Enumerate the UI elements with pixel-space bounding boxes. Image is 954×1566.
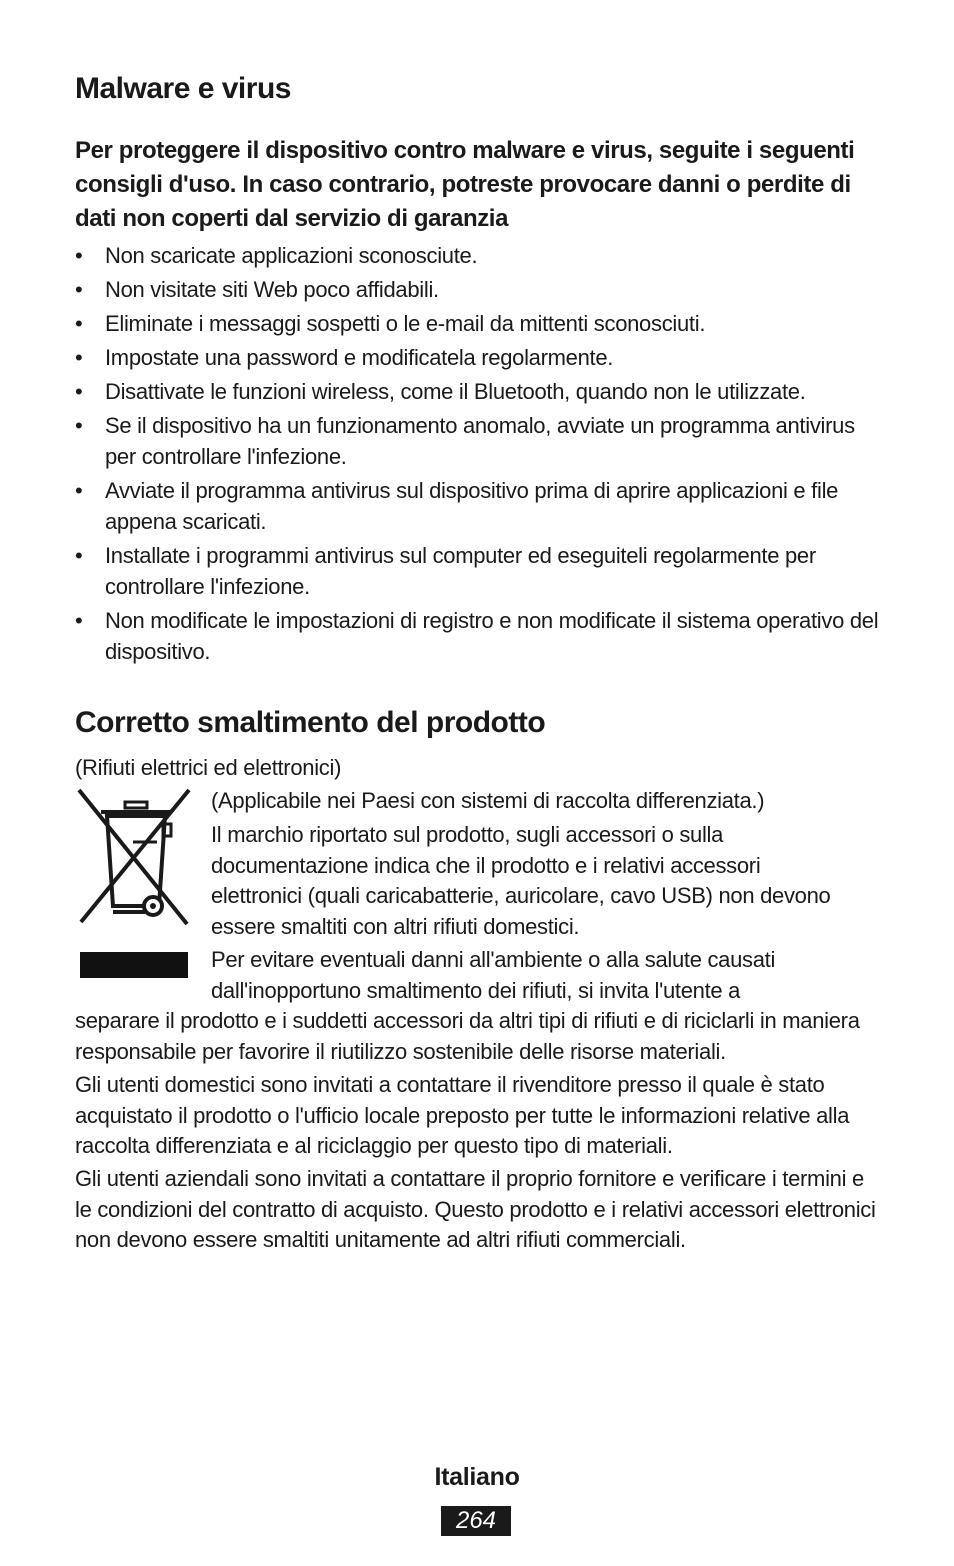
bullet-icon: • — [75, 345, 83, 370]
bullet-icon: • — [75, 478, 83, 503]
list-item-text: Non visitate siti Web poco affidabili. — [105, 277, 439, 302]
list-item-text: Impostate una password e modificatela regolarmente. — [105, 345, 614, 370]
list-item — [75, 475, 885, 537]
bullet-icon: • — [75, 311, 83, 336]
text-line: documentazione indica che il prodotto e i relativi accessori — [211, 852, 761, 878]
malware-tips-list — [75, 240, 885, 670]
list-item — [75, 274, 885, 305]
footer-language: Italiano — [434, 1463, 520, 1491]
disposal-applicable-line: (Applicabile nei Paesi con sistemi di raccolta differenziata.) — [211, 788, 765, 813]
section-title-disposal: Corretto smaltimento del prodotto — [75, 706, 546, 739]
list-item-text: Non scaricate applicazioni sconosciute. — [105, 243, 478, 268]
disposal-avoid-paragraph — [211, 945, 891, 1006]
malware-lead-paragraph: Per proteggere il dispositivo contro malware e virus, seguite i seguenti consigli d'uso. In caso contrario, potreste provocare danni o perdite di dati non coperti dal servizio di garanzia — [75, 137, 855, 232]
text-line: Per evitare eventuali danni all'ambiente o alla salute causati — [211, 947, 776, 972]
list-item — [75, 376, 885, 407]
page-number: 264 — [441, 1506, 511, 1536]
list-item-text: Non modificate le impostazioni di registro e non modificate il sistema operativo del dispositivo. — [105, 608, 879, 664]
home-users-paragraph: Gli utenti domestici sono invitati a contattare il rivenditore presso il quale è stato acquistato il prodotto o l'ufficio locale preposto per tutte le informazioni relative alla raccolta differenziata e al riciclaggio per questo tipo di materiali. — [75, 1072, 850, 1158]
bullet-icon: • — [75, 379, 83, 404]
business-users-paragraph: Gli utenti aziendali sono invitati a contattare il proprio fornitore e verificare i termini e le condizioni del contratto di acquisto. Questo prodotto e i relativi accessori elettronici non devono essere smaltiti unitamente ad altri rifiuti commerciali. — [75, 1166, 876, 1252]
text-line: essere smaltiti con altri rifiuti domestici. — [211, 913, 580, 939]
list-item — [75, 240, 885, 271]
list-item — [75, 540, 885, 602]
list-item-text: Eliminate i messaggi sospetti o le e-mail da mittenti sconosciuti. — [105, 311, 706, 336]
text-line: elettronici (quali caricabatterie, auricolare, cavo USB) non devono — [211, 883, 831, 908]
disposal-subtitle: (Rifiuti elettrici ed elettronici) — [75, 755, 342, 780]
disposal-avoid-paragraph-continued: separare il prodotto e i suddetti accessori da altri tipi di rifiuti e di riciclarli in maniera responsabile per favorire il riutilizzo sostenibile delle risorse materiali. — [75, 1008, 860, 1064]
crossed-out-wheeled-bin-icon — [75, 788, 193, 930]
list-item-text: Avviate il programma antivirus sul dispositivo prima di aprire applicazioni e file appena scaricati. — [105, 478, 839, 534]
bullet-icon: • — [75, 413, 83, 438]
list-item — [75, 308, 885, 339]
text-line: Il marchio riportato sul prodotto, sugli accessori o sulla — [211, 822, 724, 847]
bullet-icon: • — [75, 543, 83, 568]
list-item — [75, 342, 885, 373]
bullet-icon: • — [75, 277, 83, 302]
bullet-icon: • — [75, 243, 83, 268]
list-item — [75, 605, 885, 667]
weee-solid-bar — [80, 952, 188, 978]
disposal-mark-paragraph — [211, 820, 891, 942]
list-item — [75, 410, 885, 472]
text-line: dall'inopportuno smaltimento dei rifiuti, si invita l'utente a — [211, 977, 741, 1003]
list-item-text: Se il dispositivo ha un funzionamento anomalo, avviate un programma antivirus per controllare l'infezione. — [105, 413, 855, 469]
list-item-text: Installate i programmi antivirus sul computer ed eseguiteli regolarmente per controllare l'infezione. — [105, 543, 816, 599]
section-title-malware: Malware e virus — [75, 72, 291, 105]
list-item-text: Disattivate le funzioni wireless, come il Bluetooth, quando non le utilizzate. — [105, 379, 806, 404]
bullet-icon: • — [75, 608, 83, 633]
